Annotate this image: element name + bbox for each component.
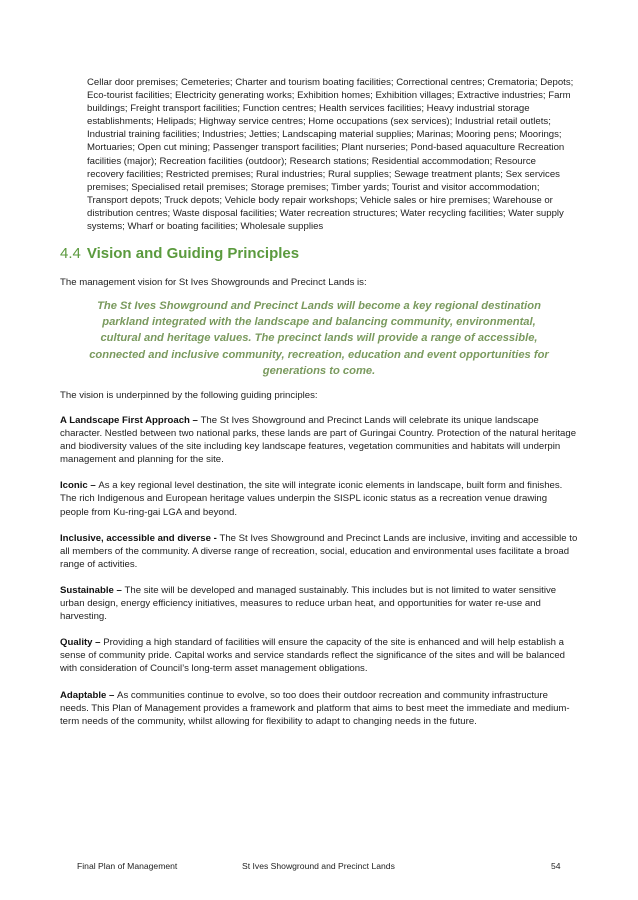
principle-title: Inclusive, accessible and diverse - xyxy=(60,532,220,544)
vision-statement-text: The St Ives Showground and Precinct Lands will become a key regional destination parkland integrated with the landscape and balancing community, environmental, cultural and heritage values. The precinct lands will provide a range of accessible, connected and inclusive community, recreation, education and event opportunities for generations to come. xyxy=(89,300,549,377)
section-heading xyxy=(60,245,299,262)
principles-intro: The vision is underpinned by the following guiding principles: xyxy=(60,390,318,401)
principle-title: Sustainable – xyxy=(60,584,125,596)
footer-document-title: Final Plan of Management xyxy=(77,861,178,871)
principle-title: Adaptable – xyxy=(60,689,118,701)
principle-sustainable xyxy=(60,584,578,623)
principle-text: The site will be developed and managed sustainably. This includes but is not limited to water sensitive urban design, energy efficiency initiatives, measures to reduce urban heat, and opportunities for water re-use and harvesting. xyxy=(60,584,557,623)
principle-title: Quality – xyxy=(60,637,104,649)
principle-title: A Landscape First Approach – xyxy=(60,415,201,426)
principle-title: Iconic – xyxy=(60,480,99,492)
principle-inclusive xyxy=(60,532,578,571)
section-number: 4.4 xyxy=(60,245,81,262)
principle-text: The St Ives Showground and Precinct Lands are inclusive, inviting and accessible to all members of the community. A diverse range of recreation, social, education and environmental uses facilitate a broad range of activities. xyxy=(60,532,578,570)
principle-quality xyxy=(60,636,578,675)
section-title: Vision and Guiding Principles xyxy=(86,245,300,262)
guiding-principles xyxy=(60,414,578,741)
vision-intro: The management vision for St Ives Showgrounds and Precinct Lands is: xyxy=(60,277,367,288)
principle-landscape-first xyxy=(60,414,578,466)
vision-statement xyxy=(88,298,550,379)
footer-site-name: St Ives Showground and Precinct Lands xyxy=(242,861,395,871)
principle-text: The St Ives Showground and Precinct Lands will celebrate its unique landscape character. Nestled between two national parks, these lands are part of Guringai Country. Protection of the natural heritage and biodiversity values of the site including key landscape features, vegetation communities and habitats will underpin management and planning for the site. xyxy=(60,415,577,466)
principle-text: As a key regional level destination, the site will integrate iconic elements in landscape, built form and finishes. The rich Indigenous and European heritage values underpin the SISPL iconic status as a recreation venue drawing people from Ku-ring-gai LGA and beyond. xyxy=(60,480,563,518)
principle-text: As communities continue to evolve, so too does their outdoor recreation and community infrastructure needs. This Plan of Management provides a framework and platform that aims to best meet the immediate and medium-term needs of the community, whilst allowing for flexibility to adapt to changing needs in the future. xyxy=(60,689,570,727)
principle-text: Providing a high standard of facilities will ensure the capacity of the site is enhanced and will help establish a sense of community pride. Capital works and service standards reflect the significance of the sites and will be balanced with consideration of Council’s long-term asset management obligations. xyxy=(60,637,565,675)
principle-adaptable xyxy=(60,689,578,728)
page-number: 54 xyxy=(551,861,561,871)
permitted-uses-list: Cellar door premises; Cemeteries; Charter and tourism boating facilities; Correctional centres; Crematoria; Depots; Eco-tourist facilities; Electricity generating works; Exhibition homes; Exhibition villages; Extractive industries; Farm buildings; Freight transport facilities; Function centres; Health services facilities; Heavy industrial storage establishments; Helipads; Highway service centres; Home occupations (sex services); Industrial retail outlets; Industrial training facilities; Industries; Jetties; Landscaping material supplies; Marinas; Mooring pens; Moorings; Mortuaries; Open cut mining; Passenger transport facilities; Plant nurseries; Pond-based aquaculture Recreation facilities (major); Recreation facilities (outdoor); Research stations; Residential accommodation; Resource recovery facilities; Restricted premises; Rural industries; Rural supplies; Sewage treatment plants; Sex services premises; Specialised retail premises; Storage premises; Timber yards; Tourist and visitor accommodation; Transport depots; Truck depots; Vehicle body repair workshops; Vehicle sales or hire premises; Warehouse or distribution centres; Waste disposal facilities; Water recreation structures; Water recycling facilities; Water supply systems; Wharf or boating facilities; Wholesale supplies xyxy=(87,77,574,233)
principle-iconic xyxy=(60,479,578,518)
